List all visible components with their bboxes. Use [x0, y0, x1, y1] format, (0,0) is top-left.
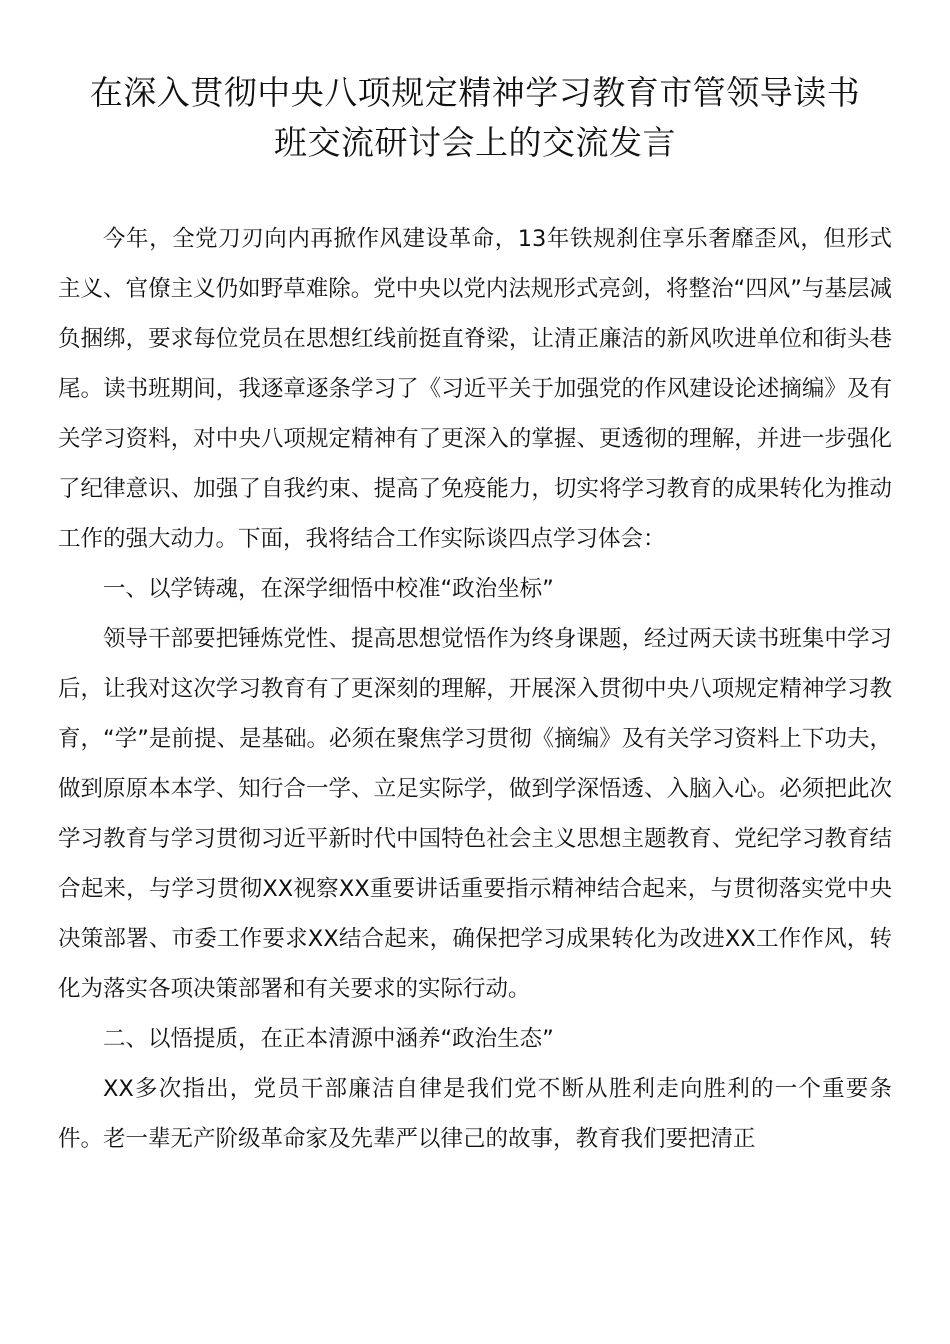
- section-1-paragraph: 领导干部要把锤炼党性、提高思想觉悟作为终身课题，经过两天读书班集中学习后，让我对这次学习教育有了更深刻的理解，开展深入贯彻中央八项规定精神学习教育，“学”是前提、是基础。必须在聚焦学习贯彻《摘编》及有关学习资料上下功夫，做到原原本本学、知行合一学、立足实际学，做到学深悟透、入脑入心。必须把此次学习教育与学习贯彻习近平新时代中国特色社会主义思想主题教育、党纪学习教育结合起来，与学习贯彻XX视察XX重要讲话重要指示精神结合起来，与贯彻落实党中央决策部署、市委工作要求XX结合起来，确保把学习成果转化为改进XX工作作风，转化为落实各项决策部署和有关要求的实际行动。: [58, 626, 892, 1002]
- intro-paragraph: 今年，全党刀刃向内再掀作风建设革命，13年铁规刹住享乐奢靡歪风，但形式主义、官僚主义仍如野草难除。党中央以党内法规形式亮剑，将整治“四风”与基层减负捆绑，要求每位党员在思想红线前挺直脊梁，让清正廉洁的新风吹进单位和街头巷尾。读书班期间，我逐章逐条学习了《习近平关于加强党的作风建设论述摘编》及有关学习资料，对中央八项规定精神有了更深入的掌握、更透彻的理解，并进一步强化了纪律意识、加强了自我约束、提高了免疫能力，切实将学习教育的成果转化为推动工作的强大动力。下面，我将结合工作实际谈四点学习体会：: [58, 226, 892, 552]
- section-2-paragraph: XX多次指出，党员干部廉洁自律是我们党不断从胜利走向胜利的一个重要条件。老一辈无产阶级革命家及先辈严以律己的故事，教育我们要把清正: [58, 1076, 892, 1152]
- title-line-1: 在深入贯彻中央八项规定精神学习教育市管领导读书: [89, 73, 861, 112]
- section-2-heading: 二、以悟提质，在正本清源中涵养“政治生态”: [103, 1026, 554, 1052]
- title-line-2: 班交流研讨会上的交流发言: [274, 123, 676, 162]
- document-title: [58, 68, 892, 168]
- document-body: [58, 214, 892, 1164]
- section-1-heading: 一、以学铸魂，在深学细悟中校准“政治坐标”: [103, 576, 554, 602]
